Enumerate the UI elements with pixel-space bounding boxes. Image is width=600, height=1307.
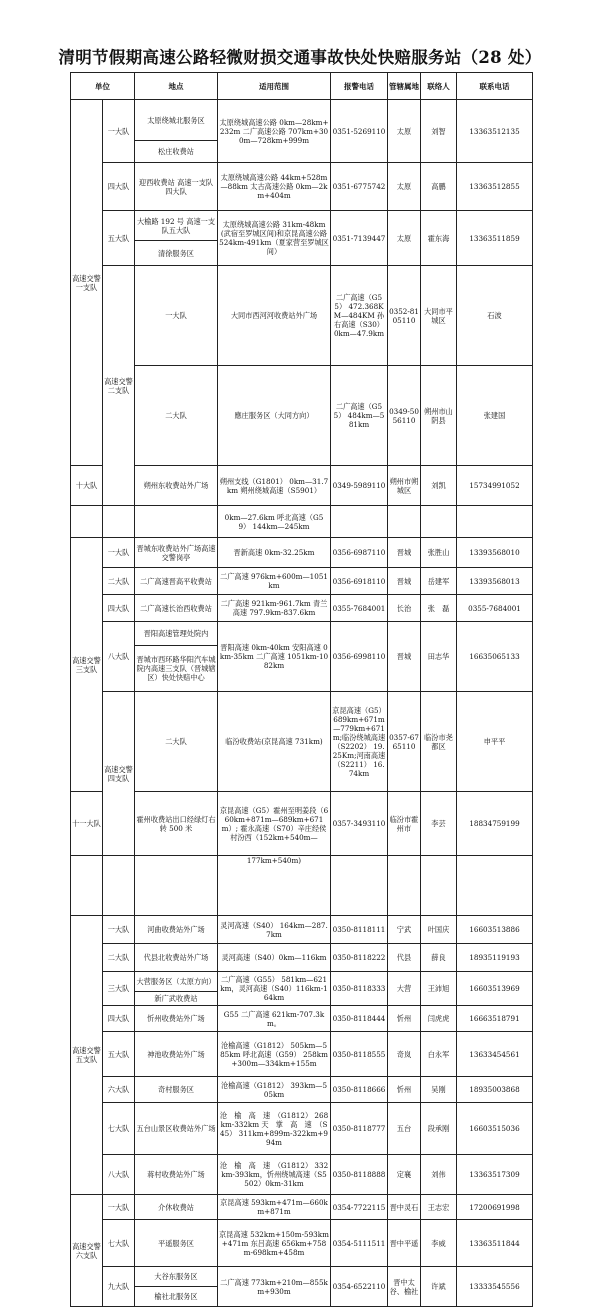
table-cell bbox=[331, 506, 388, 538]
table-row bbox=[71, 163, 533, 211]
table-cell: 京昆高速（G5）霍州至明姜段（660km+871m—689km+671m）; 霍永高速（S70）辛庄经侯村汾西（152km+540m— bbox=[218, 792, 331, 856]
table-cell: 临汾市霍州市 bbox=[388, 792, 421, 856]
table-cell: 0352-8105110 bbox=[388, 266, 421, 366]
table-cell: 晋新高速 0km-32.25km bbox=[218, 538, 331, 568]
header-location: 地点 bbox=[135, 73, 218, 100]
table-cell bbox=[103, 856, 135, 916]
table-cell: 张胜山 bbox=[421, 538, 457, 568]
table-cell: 岳建军 bbox=[421, 568, 457, 595]
table-row bbox=[71, 1267, 533, 1287]
table-cell: 應庄服务区（大同方向） bbox=[218, 366, 331, 466]
table-cell: 13363511859 bbox=[457, 211, 533, 266]
table-cell: 太原 bbox=[388, 100, 421, 163]
table-cell: 太原绕城高速公路 31km-48km(武宿至罗城区间)和京昆高速公路 524km-491km（夏家营至罗城区间） bbox=[218, 211, 331, 266]
table-cell: 十大队 bbox=[71, 466, 103, 506]
table-cell: 13393568010 bbox=[457, 538, 533, 568]
table-cell: 张 磊 bbox=[421, 595, 457, 622]
table-cell: 张建国 bbox=[457, 366, 533, 466]
table-row bbox=[71, 100, 533, 141]
table-cell: 18834759199 bbox=[457, 792, 533, 856]
table-cell: 晋城 bbox=[388, 568, 421, 595]
table-cell: 申平平 bbox=[457, 692, 533, 792]
table-cell: 奇岚 bbox=[388, 1032, 421, 1077]
table-cell bbox=[421, 856, 457, 916]
table-cell: 晋中平遥 bbox=[388, 1220, 421, 1267]
table-cell: 16603513969 bbox=[457, 972, 533, 1006]
table-cell: 0351-7139447 bbox=[331, 211, 388, 266]
table-row bbox=[71, 1220, 533, 1267]
table-cell: 二大队 bbox=[103, 568, 135, 595]
table-cell: 大营 bbox=[388, 972, 421, 1006]
table-cell: 13333545556 bbox=[457, 1267, 533, 1307]
table-cell: 六大队 bbox=[103, 1077, 135, 1103]
table-cell: 0356-6918110 bbox=[331, 568, 388, 595]
table-cell: 0355-7684001 bbox=[457, 595, 533, 622]
table-cell: 高速交警一支队 bbox=[71, 100, 103, 466]
table-cell: 灵河高速（S40）0km—116km bbox=[218, 944, 331, 972]
table-cell: 定襄 bbox=[388, 1155, 421, 1195]
table-cell: 二广高速（G55） 484km—581km bbox=[331, 366, 388, 466]
table-cell: 八大队 bbox=[103, 622, 135, 692]
table-cell: 0357-3493110 bbox=[331, 792, 388, 856]
table-cell: 闫虎虎 bbox=[421, 1006, 457, 1032]
table-cell: 高鹏 bbox=[421, 163, 457, 211]
table-row bbox=[71, 266, 533, 366]
table-cell bbox=[135, 506, 218, 538]
table-cell bbox=[388, 856, 421, 916]
table-row bbox=[71, 595, 533, 622]
table-cell: 松庄收费站 bbox=[135, 141, 218, 163]
table-cell: 13363512135 bbox=[457, 100, 533, 163]
table-cell: 大谷东服务区 bbox=[135, 1267, 218, 1287]
table-cell: 晋城 bbox=[388, 538, 421, 568]
table-cell: 二大队 bbox=[135, 692, 218, 792]
table-row bbox=[71, 622, 533, 646]
table-row bbox=[71, 916, 533, 944]
table-cell bbox=[457, 856, 533, 916]
table-cell: 五台山景区收费站外广场 bbox=[135, 1103, 218, 1155]
table-row bbox=[71, 568, 533, 595]
table-cell: 神池收费站外广场 bbox=[135, 1032, 218, 1077]
table-cell: 蒋村收费站外广场 bbox=[135, 1155, 218, 1195]
table-cell: 介休收费站 bbox=[135, 1195, 218, 1220]
table-cell: 七大队 bbox=[103, 1103, 135, 1155]
table-cell: 二广高速（G55） 581km—621km，灵河高速（S40）116km-164km bbox=[218, 972, 331, 1006]
table-cell: 宁武 bbox=[388, 916, 421, 944]
table-cell: 四大队 bbox=[103, 163, 135, 211]
table-cell: 沧 榆 高 速 （G1812） 268km-332km 天 掌 高 速 （S45） 311km+899m-322km+994m bbox=[218, 1103, 331, 1155]
table-cell: 许斌 bbox=[421, 1267, 457, 1307]
header-scope: 适用范围 bbox=[218, 73, 331, 100]
table-cell bbox=[388, 506, 421, 538]
table-cell: 田志华 bbox=[421, 622, 457, 692]
table-cell: 二广高速晋高平收费站 bbox=[135, 568, 218, 595]
table-cell: 白永军 bbox=[421, 1032, 457, 1077]
table-cell: 晋城市西环路华阳汽车城院内高速三支队（晋城辖区）快处快赔中心 bbox=[135, 646, 218, 692]
header-contact-phone: 联系电话 bbox=[457, 73, 533, 100]
table-cell: 0350-8118222 bbox=[331, 944, 388, 972]
table-cell: 13363512855 bbox=[457, 163, 533, 211]
table-cell: 高速交警四支队 bbox=[103, 692, 135, 856]
table-cell: 京昆高速（G5） 689km+671m—779km+671m;临汾绕城高速（S2202） 19.25Km;河南高速（S2211） 16.74km bbox=[331, 692, 388, 792]
table-cell: 清徐服务区 bbox=[135, 241, 218, 266]
table-row bbox=[71, 1155, 533, 1195]
header-contact: 联络人 bbox=[421, 73, 457, 100]
table-cell: 临汾市尧都区 bbox=[421, 692, 457, 792]
table-cell: 王志宏 bbox=[421, 1195, 457, 1220]
table-cell: 二广高速（G55） 472.368KM—484KM 孙右高速（S30） 0km—47.9km bbox=[331, 266, 388, 366]
table-cell: 二大队 bbox=[135, 366, 218, 466]
table-cell: 15734991052 bbox=[457, 466, 533, 506]
table-cell: 二广高速 976km+600m—1051km bbox=[218, 568, 331, 595]
table-cell bbox=[71, 506, 103, 538]
table-cell: 高速交警二支队 bbox=[103, 266, 135, 506]
table-cell: 榆社北服务区 bbox=[135, 1287, 218, 1307]
table-cell: 0350-8118333 bbox=[331, 972, 388, 1006]
table-cell: 朔州市朔城区 bbox=[388, 466, 421, 506]
table-cell: 霍州收费站出口经绿灯右转 500 米 bbox=[135, 792, 218, 856]
table-cell: 一大队 bbox=[103, 1195, 135, 1220]
table-cell: 一大队 bbox=[103, 538, 135, 568]
table-cell: 0354-5111511 bbox=[331, 1220, 388, 1267]
table-cell bbox=[103, 506, 135, 538]
table-cell: 四大队 bbox=[103, 1006, 135, 1032]
table-row bbox=[71, 792, 533, 856]
table-cell: 0km—27.6km 呼北高速（G59） 144km—245km bbox=[218, 506, 331, 538]
table-cell: 李芸 bbox=[421, 792, 457, 856]
table-cell: 晋城 bbox=[388, 622, 421, 692]
table-row bbox=[71, 1006, 533, 1032]
table-cell: 太原 bbox=[388, 211, 421, 266]
table-cell: 晋城东收费站外广场高速交警岗亭 bbox=[135, 538, 218, 568]
table-cell: 太原 bbox=[388, 163, 421, 211]
table-cell: 0350-8118888 bbox=[331, 1155, 388, 1195]
table-cell: 新广武收费站 bbox=[135, 992, 218, 1006]
table-cell: 13363511844 bbox=[457, 1220, 533, 1267]
table-cell: 0355-7684001 bbox=[331, 595, 388, 622]
table-cell: 0356-6998110 bbox=[331, 622, 388, 692]
table-row bbox=[71, 1077, 533, 1103]
table-cell: 奇村服务区 bbox=[135, 1077, 218, 1103]
table-cell: 一大队 bbox=[135, 266, 218, 366]
table-cell: 沧榆高速（G1812） 505km—585km 呼北高速（G59） 258km+300m—334km+155m bbox=[218, 1032, 331, 1077]
table-cell: 灵河高速（S40） 164km—287.7km bbox=[218, 916, 331, 944]
service-station-table bbox=[70, 72, 533, 1307]
table-row bbox=[71, 466, 533, 506]
table-cell: 刘伟 bbox=[421, 1155, 457, 1195]
table-cell: 太原绕城高速公路 44km+528m—88km 太古高速公路 0km—2km+404m bbox=[218, 163, 331, 211]
table-cell: 0350-8118555 bbox=[331, 1032, 388, 1077]
table-cell: 17200691998 bbox=[457, 1195, 533, 1220]
table-row bbox=[71, 972, 533, 992]
table-cell: 0356-6987110 bbox=[331, 538, 388, 568]
table-cell: 高速交警三支队 bbox=[71, 538, 103, 792]
table-cell: 13393568013 bbox=[457, 568, 533, 595]
table-cell: 0354-6522110 bbox=[331, 1267, 388, 1307]
table-cell: 二大队 bbox=[103, 944, 135, 972]
table-row bbox=[71, 211, 533, 241]
table-cell: 大榆路 192 号 高速一支队五大队 bbox=[135, 211, 218, 241]
table-cell: 晋中灵石 bbox=[388, 1195, 421, 1220]
table-cell: 九大队 bbox=[103, 1267, 135, 1307]
table-cell: 五大队 bbox=[103, 1032, 135, 1077]
table-cell: 一大队 bbox=[103, 916, 135, 944]
table-cell: 石波 bbox=[457, 266, 533, 366]
table-cell: 0350-8118777 bbox=[331, 1103, 388, 1155]
table-cell: 0354-7722115 bbox=[331, 1195, 388, 1220]
table-cell: 13633454561 bbox=[457, 1032, 533, 1077]
table-cell: 0350-8118666 bbox=[331, 1077, 388, 1103]
table-cell: 16663518791 bbox=[457, 1006, 533, 1032]
header-jurisdiction: 管辖属地 bbox=[388, 73, 421, 100]
table-cell: 河曲收费站外广场 bbox=[135, 916, 218, 944]
table-cell: 太原绕城高速公路 0km—28km+232m 二广高速公路 707km+300m—728km+999m bbox=[218, 100, 331, 163]
table-cell: 大同市平城区 bbox=[421, 266, 457, 366]
table-cell: 二广高速 773km+210m—855km+930m bbox=[218, 1267, 331, 1307]
table-row bbox=[71, 1103, 533, 1155]
table-cell: 0351-5269110 bbox=[331, 100, 388, 163]
table-cell: 沧 榆 高 速 （G1812） 332km-393km，忻州绕城高速（S5502）0km-31km bbox=[218, 1155, 331, 1195]
table-cell: 0349-5989110 bbox=[331, 466, 388, 506]
table-cell: G55 二广高速 621km-707.3km。 bbox=[218, 1006, 331, 1032]
table-cell: 京昆高速 593km+471m—660km+871m bbox=[218, 1195, 331, 1220]
table-cell: 迎西收费站 高速一支队四大队 bbox=[135, 163, 218, 211]
table-cell: 晋中太谷、榆社 bbox=[388, 1267, 421, 1307]
table-cell: 16635065133 bbox=[457, 622, 533, 692]
table-cell: 叶国庆 bbox=[421, 916, 457, 944]
table-cell: 18935119193 bbox=[457, 944, 533, 972]
table-cell: 七大队 bbox=[103, 1220, 135, 1267]
table-cell: 薛良 bbox=[421, 944, 457, 972]
table-cell: 代县北收费站外广场 bbox=[135, 944, 218, 972]
table-row bbox=[71, 366, 533, 466]
table-cell: 李威 bbox=[421, 1220, 457, 1267]
table-cell: 大同市西河河收费站外广场 bbox=[218, 266, 331, 366]
table-cell: 吴刚 bbox=[421, 1077, 457, 1103]
table-cell: 段承刚 bbox=[421, 1103, 457, 1155]
table-cell: 0351-6775742 bbox=[331, 163, 388, 211]
table-cell: 朔州支线（G1801） 0km—31.7km 朔州绕城高速（S5901） bbox=[218, 466, 331, 506]
table-cell: 朔州东收费站外广场 bbox=[135, 466, 218, 506]
table-cell: 晋阳高速管理处院内 bbox=[135, 622, 218, 646]
table-cell: 忻州 bbox=[388, 1006, 421, 1032]
table-row bbox=[71, 1032, 533, 1077]
table-cell: 0350-8118444 bbox=[331, 1006, 388, 1032]
table-cell: 五台 bbox=[388, 1103, 421, 1155]
table-row bbox=[71, 538, 533, 568]
table-row bbox=[71, 856, 533, 916]
table-cell: 一大队 bbox=[103, 100, 135, 163]
table-cell: 长治 bbox=[388, 595, 421, 622]
table-cell: 十一大队 bbox=[71, 792, 103, 856]
header-alarm-phone: 报警电话 bbox=[331, 73, 388, 100]
table-cell bbox=[71, 856, 103, 916]
table-cell: 刘智 bbox=[421, 100, 457, 163]
table-cell: 大营服务区（太原方向） bbox=[135, 972, 218, 992]
table-header-row bbox=[71, 73, 533, 100]
table-cell bbox=[135, 856, 218, 916]
table-cell: 平遥服务区 bbox=[135, 1220, 218, 1267]
table-cell bbox=[421, 506, 457, 538]
table-cell: 二广高速 921km-961.7km 青兰高速 797.9km-837.6km bbox=[218, 595, 331, 622]
header-unit: 单位 bbox=[71, 73, 135, 100]
table-cell: 忻州 bbox=[388, 1077, 421, 1103]
table-cell: 太原绕城北服务区 bbox=[135, 100, 218, 141]
table-cell: 京昆高速 532km+150m-593km+471m 东吕高速 656km+758m-698km+458m bbox=[218, 1220, 331, 1267]
table-cell: 高速交警六支队 bbox=[71, 1195, 103, 1307]
table-cell: 0350-8118111 bbox=[331, 916, 388, 944]
table-cell: 八大队 bbox=[103, 1155, 135, 1195]
table-cell: 四大队 bbox=[103, 595, 135, 622]
table-cell: 0349-5056110 bbox=[388, 366, 421, 466]
table-cell: 177km+540m) bbox=[218, 856, 331, 916]
document-title: 清明节假期高速公路轻微财损交通事故快处快赔服务站（28 处） bbox=[58, 48, 542, 67]
table-cell: 二广高速长治西收费站 bbox=[135, 595, 218, 622]
table-cell: 沧榆高速（G1812） 393km—505km bbox=[218, 1077, 331, 1103]
table-cell: 13363517309 bbox=[457, 1155, 533, 1195]
table-cell: 五大队 bbox=[103, 211, 135, 266]
table-cell: 代县 bbox=[388, 944, 421, 972]
table-cell: 16603513886 bbox=[457, 916, 533, 944]
table-cell: 18935003868 bbox=[457, 1077, 533, 1103]
table-cell: 16603515036 bbox=[457, 1103, 533, 1155]
table-row bbox=[71, 1195, 533, 1220]
table-cell: 忻州收费站外广场 bbox=[135, 1006, 218, 1032]
table-row bbox=[71, 506, 533, 538]
table-cell: 朔州市山阴县 bbox=[421, 366, 457, 466]
table-cell: 王沛旭 bbox=[421, 972, 457, 1006]
table-cell: 晋阳高速 0km-40km 安阳高速 0km-35km 二广高速 1051km-1082km bbox=[218, 622, 331, 692]
table-cell: 临汾收费站(京昆高速 731km) bbox=[218, 692, 331, 792]
table-row bbox=[71, 944, 533, 972]
table-cell bbox=[331, 856, 388, 916]
table-cell: 三大队 bbox=[103, 972, 135, 1006]
table-cell: 0357-6765110 bbox=[388, 692, 421, 792]
table-cell bbox=[457, 506, 533, 538]
table-row bbox=[71, 692, 533, 792]
table-cell: 高速交警五支队 bbox=[71, 916, 103, 1195]
table-cell: 刘凯 bbox=[421, 466, 457, 506]
table-cell: 霍东海 bbox=[421, 211, 457, 266]
